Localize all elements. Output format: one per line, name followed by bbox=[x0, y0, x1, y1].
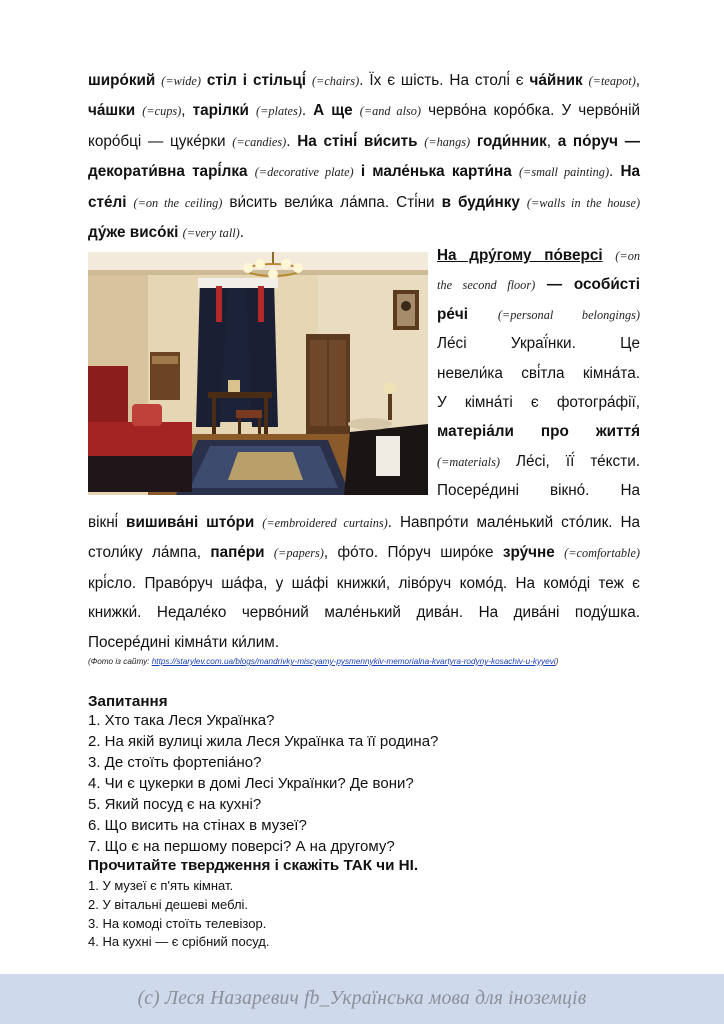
vocab-word: стіл і стільці́ bbox=[206, 72, 307, 89]
text: . bbox=[239, 224, 244, 242]
gloss: (=and also) bbox=[359, 104, 422, 119]
vocab-word: годи́нник bbox=[476, 132, 547, 150]
text-line: Посере́дині вікно́. На bbox=[437, 482, 640, 500]
text: ви́сить вели́ка ла́мпа. Сті́ни bbox=[229, 193, 435, 211]
credit-prefix: (Фото із сайту: bbox=[88, 657, 150, 666]
vocab-word: тарілки́ bbox=[192, 102, 249, 120]
paragraph-first-floor bbox=[88, 66, 640, 248]
text-line bbox=[437, 241, 640, 270]
vocab-word: широ́кий bbox=[88, 72, 156, 89]
gloss: (=plates) bbox=[256, 104, 302, 119]
vocab-word: ре́чі bbox=[437, 305, 468, 323]
gloss: (=decorative plate) bbox=[254, 165, 354, 180]
text: , bbox=[546, 132, 552, 150]
statement-item: 2. У вітальні дешеві меблі. bbox=[88, 896, 249, 912]
vocab-word: ча́йник bbox=[529, 72, 583, 89]
gloss: (=candies) bbox=[232, 134, 287, 149]
vocab-word: зру́чне bbox=[502, 544, 555, 562]
question-item: 3. Де стоїть фортепіа́но? bbox=[88, 754, 262, 771]
questions-heading: Запитання bbox=[88, 693, 168, 710]
gloss: (=materials) bbox=[437, 454, 500, 469]
text: Ле́сі, її́ те́ксти. bbox=[515, 452, 640, 470]
text-line: Ле́сі Украї́нки. Це bbox=[437, 335, 640, 353]
text-line bbox=[437, 300, 640, 329]
photo-credit bbox=[88, 656, 640, 668]
text-line: невели́ка сві́тла кімна́та. bbox=[437, 364, 640, 382]
credit-link[interactable]: https://starylev.com.ua/blogs/mandrivky-miscyamy-pysmennykiv-memorialna-kvartyra-rodyny-kosachiv-u-kyyevi bbox=[151, 657, 556, 666]
questions-section bbox=[88, 693, 640, 857]
text: . bbox=[609, 163, 614, 181]
question-item: 7. Що є на першому поверсі? А на другому? bbox=[88, 838, 395, 855]
gloss: (=very tall) bbox=[182, 226, 240, 241]
vocab-word: На сте́лі bbox=[88, 163, 641, 211]
text-line bbox=[437, 447, 640, 476]
question-item: 1. Хто така Леся Українка? bbox=[88, 712, 275, 729]
text-line bbox=[437, 270, 640, 299]
gloss: (=teapot) bbox=[588, 74, 636, 88]
gloss: (=papers) bbox=[273, 546, 324, 561]
text: черво́на коро́бка. У черво́ній коро́бці — цуке́рки bbox=[88, 102, 641, 150]
credit-suffix: ) bbox=[555, 657, 559, 666]
vocab-word: ду́же висо́кі bbox=[88, 224, 179, 242]
vocab-word: ча́шки bbox=[88, 102, 136, 120]
gloss: (=chairs) bbox=[311, 74, 360, 88]
text: . Їх є шість. На столі́ є bbox=[359, 72, 524, 89]
text: , фо́то. По́руч широ́ке bbox=[323, 544, 494, 562]
gloss: (=on bbox=[615, 249, 640, 263]
text: вікні́ bbox=[88, 514, 119, 531]
museum-room-photo bbox=[88, 252, 428, 495]
text: . Навпро́ти мале́нький сто́лик. На столи́ку ла́мпа, bbox=[88, 514, 641, 562]
gloss: (=small painting) bbox=[518, 165, 610, 180]
vocab-word: На дру́гому по́версі bbox=[437, 247, 603, 264]
text-line bbox=[437, 417, 640, 446]
vocab-word: і мале́нька карти́на bbox=[360, 163, 512, 181]
question-item: 6. Що висить на стінах в музеї? bbox=[88, 817, 307, 834]
vocab-word: А ще bbox=[313, 102, 353, 120]
vocab-word: матеріа́ли про життя́ bbox=[437, 423, 640, 441]
gloss: the second floor) bbox=[437, 278, 536, 293]
question-item: 5. Який посуд є на кухні? bbox=[88, 796, 262, 813]
question-item: 4. Чи є цукерки в домі Лесі Українки? Де вони? bbox=[88, 775, 414, 792]
gloss: (=wide) bbox=[161, 74, 201, 88]
paragraph-second-floor bbox=[437, 241, 640, 506]
gloss: (=on the ceiling) bbox=[133, 195, 223, 210]
text: . bbox=[286, 132, 291, 150]
vocab-word: а по́руч — декорати́вна тарі́лка bbox=[88, 132, 641, 181]
gloss: (=personal belongings) bbox=[497, 307, 640, 322]
gloss: (=embroidered curtains) bbox=[262, 516, 388, 530]
statement-item: 4. На кухні — є срібний посуд. bbox=[88, 934, 270, 950]
paragraph-room-details bbox=[88, 508, 640, 657]
gloss: (=walls in the house) bbox=[526, 195, 641, 210]
statements-list bbox=[88, 877, 640, 952]
gloss: (=hangs) bbox=[424, 134, 471, 149]
footer-copyright: (с) Леся Назаревич fb_Українська мова для іноземців bbox=[137, 988, 587, 1009]
text: , bbox=[635, 72, 641, 89]
text: . bbox=[301, 102, 307, 120]
text: , bbox=[181, 102, 186, 120]
vocab-word: — особи́сті bbox=[546, 276, 640, 294]
question-item: 2. На якій вулиці жила Леся Українка та її родина? bbox=[88, 733, 439, 750]
vocab-word: На стіні́ ви́сить bbox=[297, 132, 418, 150]
footer-banner bbox=[0, 974, 724, 1024]
text: крі́сло. Право́руч ша́фа, у ша́фі книжки́, ліво́руч комо́д. На комо́ді теж є книжки́. Недале́ко черво́ний мале́нький дива́н. На дива́ні поду́шка. Посере́дині кімна́ти ки́лим. bbox=[88, 574, 640, 651]
statement-item: 1. У музеї є п'ять кімнат. bbox=[88, 878, 234, 893]
questions-list bbox=[88, 710, 640, 857]
true-false-heading: Прочитайте твердження і скажіть ТАК чи НІ. bbox=[88, 857, 419, 874]
gloss: (=comfortable) bbox=[564, 546, 641, 561]
room-illustration bbox=[88, 252, 428, 495]
vocab-word: папе́ри bbox=[210, 544, 265, 562]
vocab-word: в буди́нку bbox=[441, 193, 520, 211]
text-line: У кімна́ті є фотогра́фії, bbox=[437, 393, 640, 411]
statement-item: 3. На комоді стоїть телевізор. bbox=[88, 915, 267, 931]
vocab-word: вишива́ні што́ри bbox=[126, 514, 255, 531]
gloss: (=cups) bbox=[142, 104, 182, 119]
true-false-section bbox=[88, 857, 640, 952]
